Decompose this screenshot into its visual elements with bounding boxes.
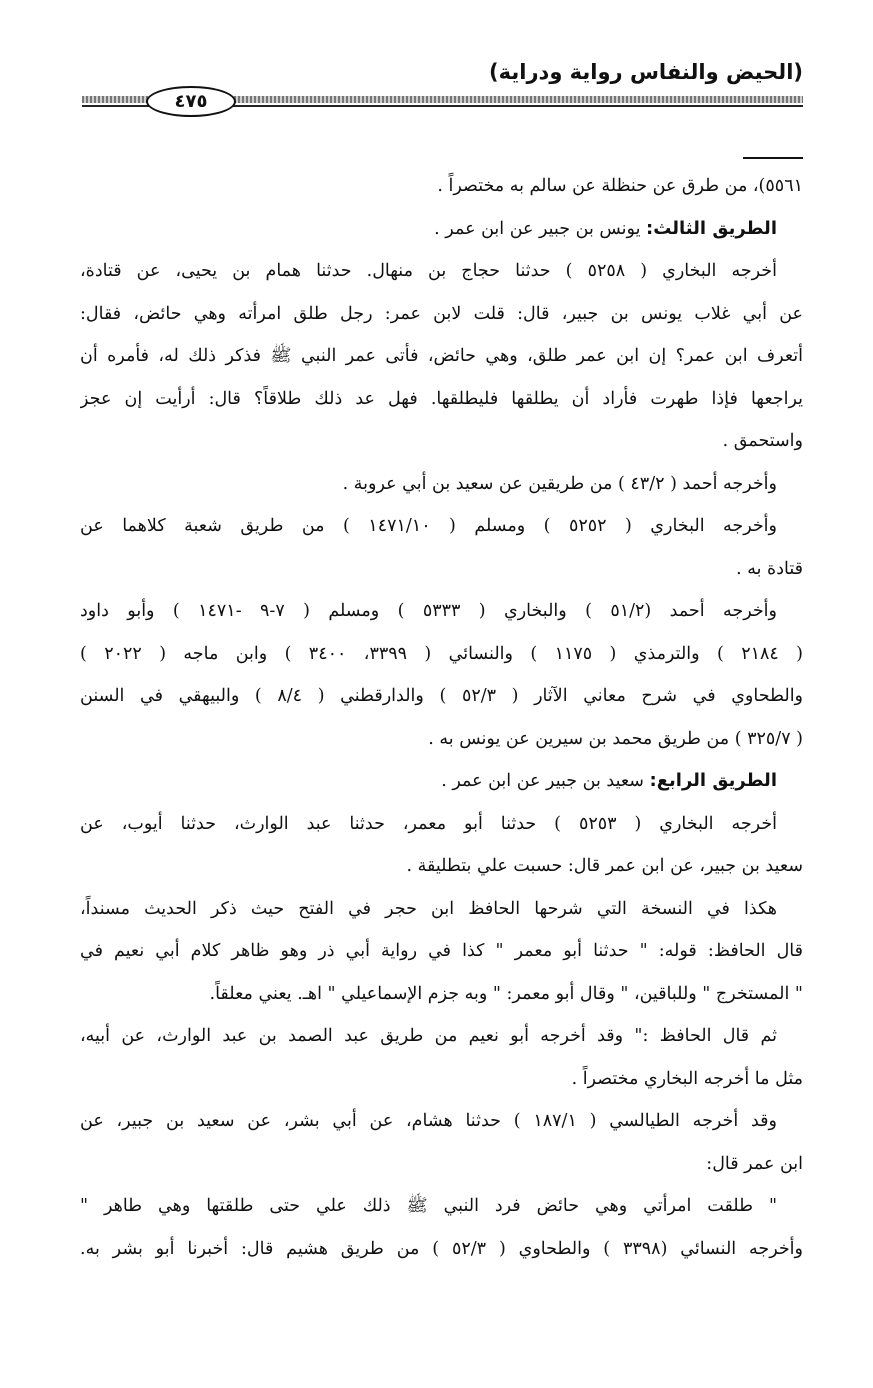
text-line: أتعرف ابن عمر؟ إن ابن عمر طلق، وهي حائض، فأتى عمر النبي ﷺ فذكر ذلك له، فأمره أن bbox=[80, 346, 803, 366]
section-text: سعيد بن جبير عن ابن عمر . bbox=[441, 771, 650, 791]
book-title: (الحيض والنفاس رواية ودراية) bbox=[489, 60, 803, 84]
text-line: واستحمق . bbox=[722, 431, 803, 451]
text-line: هكذا في النسخة التي شرحها الحافظ ابن حجر في الفتح حيث ذكر الحديث مسنداً، bbox=[80, 898, 777, 919]
text-line: وأخرجه البخاري ( ٥٢٥٢ ) ومسلم ( ١٤٧١/١٠ ) من طريق شعبة كلاهما عن bbox=[80, 516, 777, 536]
text-line: أخرجه البخاري ( ٥٢٥٣ ) حدثنا أبو معمر، حدثنا عبد الوارث، حدثنا أيوب، عن bbox=[80, 813, 777, 834]
text-line: " المستخرج " وللباقين، " وقال أبو معمر: " وبه جزم الإسماعيلي " اهـ. يعني معلقاً. bbox=[209, 983, 803, 1004]
text-line: وأخرجه أحمد ( ٤٣/٢ ) من طريقين عن سعيد بن أبي عروبة . bbox=[342, 473, 777, 494]
running-header bbox=[82, 52, 803, 116]
text-line: ٥٥٦١)، من طرق عن حنظلة عن سالم به مختصراً . bbox=[437, 176, 803, 196]
text-line: ابن عمر قال: bbox=[706, 1153, 803, 1174]
section-text: يونس بن جبير عن ابن عمر . bbox=[434, 218, 647, 239]
section-heading: الطريق الثالث: bbox=[646, 217, 777, 239]
text-line: يراجعها فإذا طهرت فأراد أن يطلقها فليطلقها. فهل عد ذلك طلاقاً؟ قال: أرأيت إن عجز bbox=[80, 388, 803, 409]
section-line bbox=[80, 208, 803, 251]
page-number: ٤٧٥ bbox=[146, 86, 236, 117]
page-body bbox=[80, 165, 803, 1270]
section-line bbox=[80, 760, 803, 803]
section-heading: الطريق الرابع: bbox=[649, 770, 777, 791]
quote-line: " طلقت امرأتي وهي حائض فرد النبي ﷺ ذلك علي حتى طلقتها وهي طاهر " bbox=[80, 1196, 777, 1216]
text-line: وأخرجه أحمد (٥١/٢ ) والبخاري ( ٥٣٣٣ ) ومسلم ( ٧-٩ -١٤٧١ ) وأبو داود bbox=[80, 601, 777, 621]
text-line: قال الحافظ: قوله: " حدثنا أبو معمر " كذا في رواية أبي ذر وهو ظاهر كلام أبي نعيم في bbox=[80, 941, 803, 961]
text-line: والطحاوي في شرح معاني الآثار ( ٥٢/٣ ) والدارقطني ( ٨/٤ ) والبيهقي في السنن bbox=[80, 686, 803, 706]
text-line: سعيد بن جبير، عن ابن عمر قال: حسبت علي بتطليقة . bbox=[406, 856, 803, 876]
text-line: وقد أخرجه الطيالسي ( ١٨٧/١ ) حدثنا هشام، عن أبي بشر، عن سعيد بن جبير، عن bbox=[80, 1111, 777, 1131]
text-line: ( ٣٢٥/٧ ) من طريق محمد بن سيرين عن يونس به . bbox=[428, 728, 803, 749]
text-line: ثم قال الحافظ :" وقد أخرجه أبو نعيم من طريق عبد الصمد بن عبد الوارث، عن أبيه، bbox=[80, 1026, 777, 1046]
text-line: أخرجه البخاري ( ٥٢٥٨ ) حدثنا حجاج بن منهال. حدثنا همام بن يحيى، عن قتادة، bbox=[80, 261, 777, 281]
text-line: مثل ما أخرجه البخاري مختصراً . bbox=[571, 1068, 803, 1089]
text-line: عن أبي غلاب يونس بن جبير، قال: قلت لابن عمر: رجل طلق امرأته وهي حائض، فقال: bbox=[80, 303, 803, 324]
text-line: ( ٢١٨٤ ) والترمذي ( ١١٧٥ ) والنسائي ( ٣٣٩٩، ٣٤٠٠ ) وابن ماجه ( ٢٠٢٢ ) bbox=[80, 643, 803, 664]
footnote-rule bbox=[743, 157, 803, 159]
text-line: قتادة به . bbox=[736, 558, 803, 579]
text-line: وأخرجه النسائي (٣٣٩٨ ) والطحاوي ( ٥٢/٣ ) من طريق هشيم قال: أخبرنا أبو بشر به. bbox=[80, 1238, 803, 1259]
